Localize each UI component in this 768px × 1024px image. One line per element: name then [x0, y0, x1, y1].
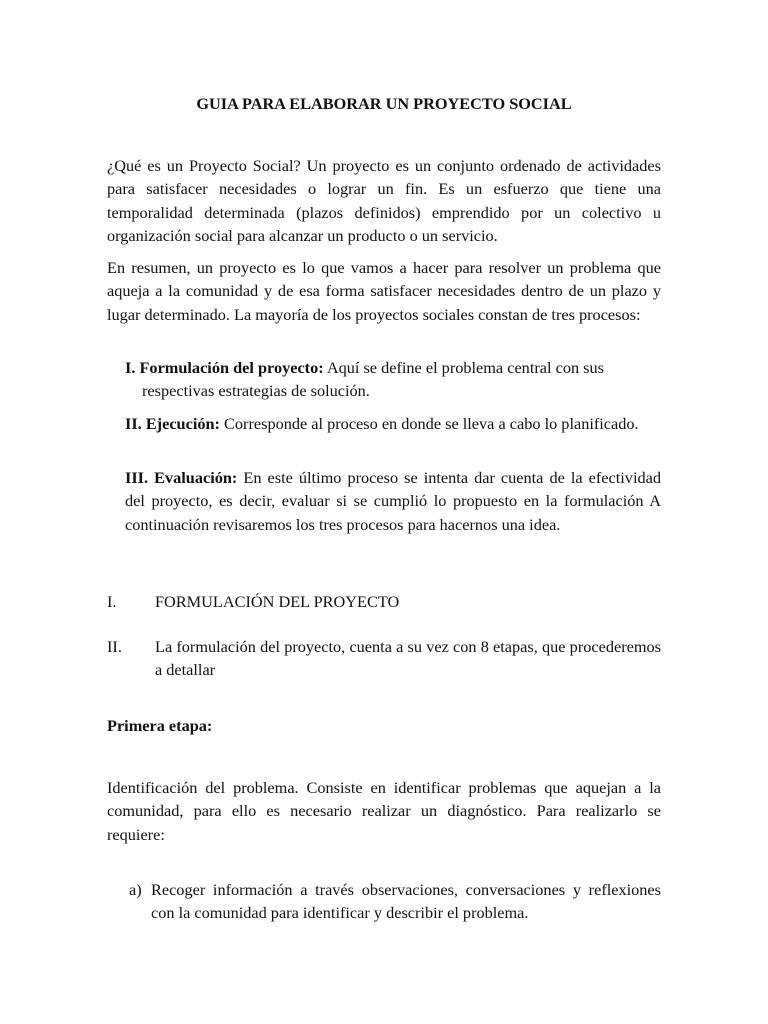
summary-paragraph: En resumen, un proyecto es lo que vamos a hacer para resolver un problema que aqueja a la comunidad y de esa forma satisfacer necesidades dentro de un plazo y lugar determinado. La mayoría de los proyectos sociales constan de tres procesos:	[107, 258, 661, 324]
list-marker: a)	[129, 880, 142, 899]
process-item-evaluation	[125, 466, 661, 536]
intro-paragraph: ¿Qué es un Proyecto Social? Un proyecto es un conjunto ordenado de actividades para satisfacer necesidades o lograr un fin. Es un esfuerzo que tiene una temporalidad determinada (plazos definidos) emprendido por un colectivo u organización social para alcanzar un producto o un servicio.	[107, 156, 661, 245]
stage-heading	[107, 714, 661, 737]
section-item-stages	[107, 635, 661, 682]
process-text: Aquí se define el problema central con sus	[323, 358, 604, 377]
document-title: GUIA PARA ELABORAR UN PROYECTO SOCIAL	[196, 94, 572, 113]
stage-list-item	[129, 878, 661, 925]
process-label: I. Formulación del proyecto:	[125, 358, 324, 377]
section-item-formulation	[107, 590, 661, 613]
process-label: II. Ejecución:	[125, 414, 220, 433]
section-text: FORMULACIÓN DEL PROYECTO	[155, 592, 400, 611]
stage-paragraph: Identificación del problema. Consiste en identificar problemas que aquejan a la comunidad, para ello es necesario realizar un diagnóstico. Para realizarlo se requiere:	[107, 778, 661, 844]
section-number: II.	[107, 637, 122, 656]
process-text-continued: respectivas estrategias de solución.	[142, 381, 370, 401]
process-label: III. Evaluación:	[125, 468, 238, 487]
process-text: En este último proceso se intenta dar cuenta de la efectividad del proyecto, es decir, evaluar si se cumplió lo propuesto en la formulación A continuación revisaremos los tres procesos para hacernos una idea.	[125, 468, 661, 534]
process-item-formulation	[125, 356, 661, 403]
process-text: Corresponde al proceso en donde se lleva a cabo lo planificado.	[219, 414, 639, 433]
stage-heading-text: Primera etapa:	[107, 716, 213, 735]
list-item-text: Recoger información a través observaciones, conversaciones y reflexiones con la comunidad para identificar y describir el problema.	[151, 880, 661, 923]
section-number: I.	[107, 592, 117, 611]
process-item-execution	[125, 412, 661, 435]
section-text: La formulación del proyecto, cuenta a su vez con 8 etapas, que procederemos a detallar	[155, 637, 661, 680]
